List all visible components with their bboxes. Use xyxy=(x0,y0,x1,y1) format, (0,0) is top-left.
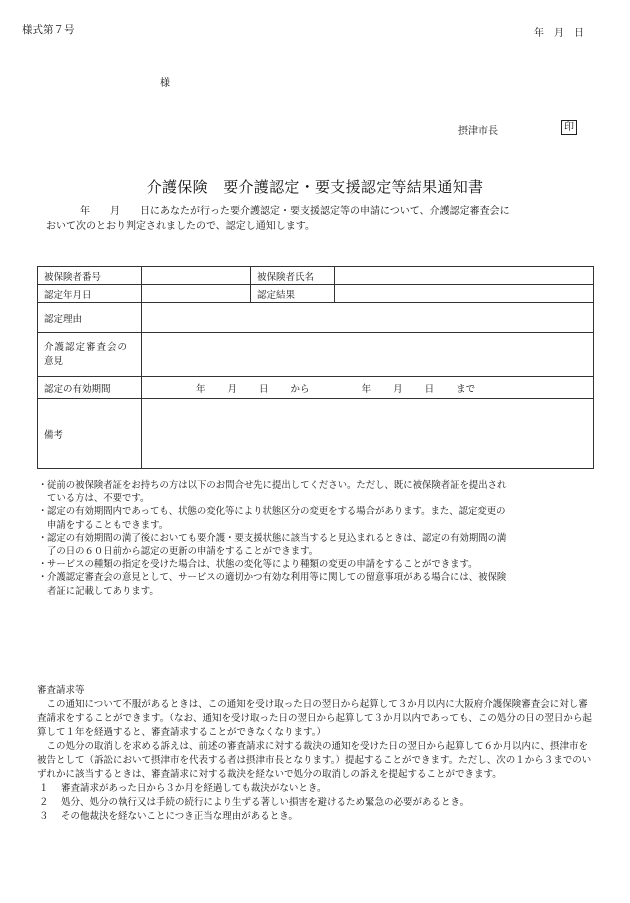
remarks-label: 備考 xyxy=(38,399,142,469)
note-item xyxy=(38,505,578,531)
validity-month-from: 月 xyxy=(227,383,238,395)
note-item xyxy=(38,479,578,505)
note-text-cont: ている方は、不要です。 xyxy=(47,493,150,505)
validity-period xyxy=(142,377,594,399)
note-item xyxy=(38,558,578,571)
note-text-cont: 了の日の６０日前から認定の更新の申請をすることができます。 xyxy=(47,546,319,558)
note-text: 介護認定審査会の意見として、サービスの適切かつ有効な利用等に関しての留意事項がある場合には、被保険 xyxy=(47,572,507,584)
committee-opinion-label-line-2: 意見 xyxy=(44,355,64,367)
appeal-heading: 審査請求等 xyxy=(37,685,85,696)
committee-opinion-label xyxy=(38,333,142,377)
validity-year-from: 年 xyxy=(196,383,206,395)
cert-reason-label: 認定理由 xyxy=(38,303,142,333)
note-text: 従前の被保険者証をお持ちの方は以下のお問合せ先に提出してください。ただし、既に被保険者証を提出され xyxy=(47,480,507,491)
note-text-cont: 者証に記載してあります。 xyxy=(47,585,159,597)
note-bullet: ・ xyxy=(38,532,48,544)
validity-year-to: 年 xyxy=(361,383,372,395)
committee-opinion-label-line-1: 介護認定審査会の xyxy=(44,341,129,353)
validity-to-label: まで xyxy=(456,383,476,395)
validity-label: 認定の有効期間 xyxy=(38,377,142,399)
note-bullet: ・ xyxy=(38,572,48,584)
insured-number-label: 被保険者番号 xyxy=(38,267,142,285)
appeal-item xyxy=(37,782,597,796)
form-number: 様式第７号 xyxy=(22,24,75,36)
note-text: サービスの種類の指定を受けた場合は、状態の変化等により種類の変更の申請をすることができます。 xyxy=(47,559,478,571)
appeal-paragraph-1: この通知について不服があるときは、この通知を受け取った日の翌日から起算して３か月以内に大阪府介護保険審査会に対し審査請求をすることができます。（なお、通知を受け取った日の翌日から起算して３か月以内であっても、この処分の日の翌日から起算して１年を経過すると、審査請求することができなくなります。） xyxy=(37,699,592,738)
cert-result-value xyxy=(335,285,594,303)
cert-date-label: 認定年月日 xyxy=(38,285,142,303)
insured-number-value xyxy=(142,267,251,285)
note-bullet: ・ xyxy=(38,480,48,491)
certification-result-table xyxy=(37,266,594,469)
intro-text xyxy=(46,204,510,234)
insured-name-value xyxy=(335,267,594,285)
notes-list xyxy=(38,479,578,598)
validity-day-from: 日 xyxy=(259,383,269,395)
issue-date: 年 月 日 xyxy=(534,28,584,39)
addressee-suffix: 様 xyxy=(160,78,170,89)
intro-line-2: おいて次のとおり判定されましたので、認定し通知します。 xyxy=(46,221,315,232)
appeal-item-number: ２ xyxy=(39,797,49,808)
appeal-item xyxy=(37,810,597,824)
validity-from-label: から xyxy=(290,383,310,395)
note-text: 認定の有効期間内であっても、状態の変化等により状態区分の変更をする場合があります。また、認定変更の xyxy=(47,506,506,518)
issuer-name: 摂津市長 xyxy=(458,126,498,137)
validity-month-to: 月 xyxy=(393,383,403,395)
cert-date-value xyxy=(142,285,251,303)
document-title: 介護保険 要介護認定・要支援認定等結果通知書 xyxy=(146,178,484,196)
remarks-value xyxy=(142,399,594,469)
appeal-item-text: 審査請求があった日から３か月を経過しても裁決がないとき。 xyxy=(61,783,327,794)
validity-day-to: 日 xyxy=(424,383,435,395)
appeal-item-number: ３ xyxy=(39,811,49,822)
cert-result-label: 認定結果 xyxy=(251,285,335,303)
note-bullet: ・ xyxy=(38,559,48,571)
note-item xyxy=(38,532,578,558)
seal-stamp: 印 xyxy=(561,120,577,135)
appeal-item xyxy=(37,796,597,810)
appeal-item-number: １ xyxy=(39,783,49,794)
appeal-paragraph-2: この処分の取消しを求める訴えは、前述の審査請求に対する裁決の通知を受けた日の翌日から起算して６か月以内に、摂津市を被告として（訴訟において摂津市を代表する者は摂津市長となります。）提起することができます。ただし、次の１から３までのいずれかに該当するときは、審査請求に対する裁決を経ないで処分の取消しの訴えを提起することができます。 xyxy=(37,741,592,780)
note-text: 認定の有効期間の満了後においても要介護・要支援状態に該当すると見込まれるときは、認定の有効期間の満 xyxy=(47,532,507,544)
insured-name-label: 被保険者氏名 xyxy=(251,267,335,285)
appeal-section xyxy=(37,684,597,824)
note-item xyxy=(38,571,578,597)
intro-line-1: 年 月 日にあなたが行った要介護認定・要支援認定等の申請について、介護認定審査会に xyxy=(80,206,510,217)
cert-reason-value xyxy=(142,303,594,333)
appeal-item-text: 処分、処分の執行又は手続の続行により生ずる著しい損害を避けるため緊急の必要があるとき。 xyxy=(61,797,470,808)
appeal-item-text: その他裁決を経ないことにつき正当な理由があるとき。 xyxy=(61,811,298,822)
committee-opinion-value xyxy=(142,333,594,377)
note-text-cont: 申請をすることもできます。 xyxy=(47,519,169,531)
note-bullet: ・ xyxy=(38,506,48,518)
